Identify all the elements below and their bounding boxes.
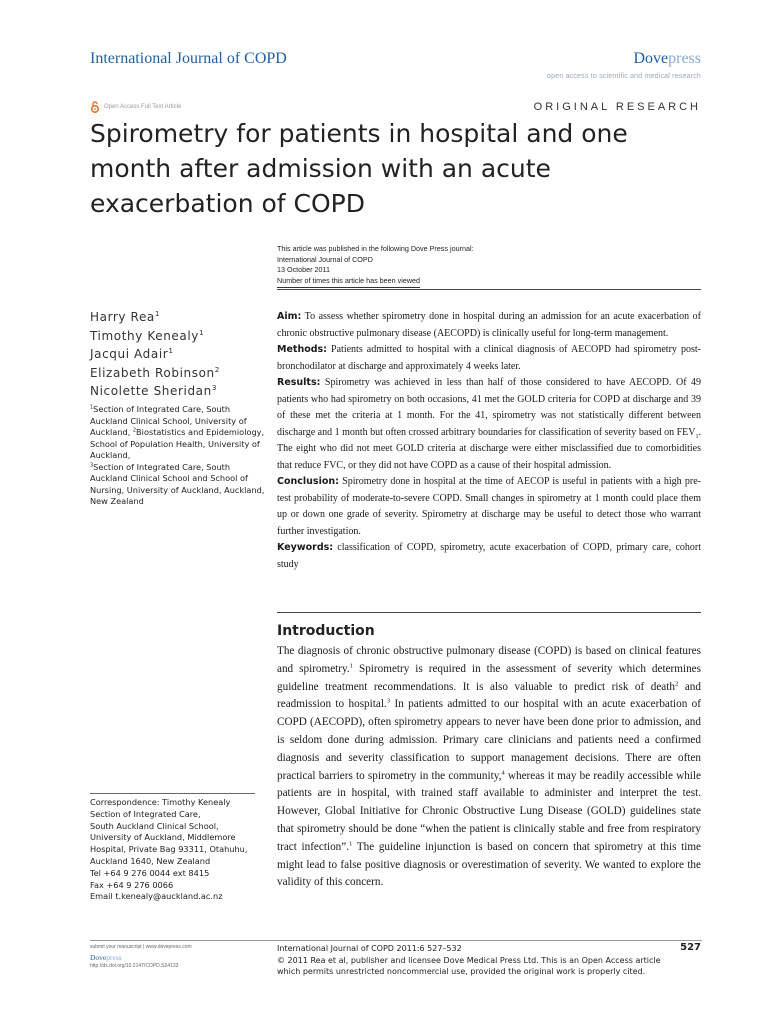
divider bbox=[277, 289, 701, 290]
publisher-tagline: open access to scientific and medical research bbox=[547, 73, 701, 80]
abstract-results: Results: Spirometry was achieved in less than half of those considered to have AECOPD. Of 49 patients who had spirometry on both occasions, 41 met the GOLD criteria for COPD at discharge and 39 of these met the criteria at 1 month. For the 41, spirometry was not statistically different between discharge and 1 month but often crossed arbitrary boundaries for classification of severity based on $FEV_1$. The eight who did not meet GOLD criteria at discharge were either misclassified due to comorbidities that reduce FVC, or they did not have COPD as a cause of their hospital admission. bbox=[277, 377, 701, 471]
submit-link[interactable]: submit your manuscript | www.dovepress.com bbox=[90, 944, 192, 950]
correspondence-line: Section of Integrated Care, bbox=[90, 808, 201, 819]
abstract-conclusion: Conclusion: Spirometry done in hospital at the time of AECOP is useful in patients with a high pre-test probability of moderate-to-severe COPD. Small changes in spirometry at 1 month could place them up or down one grade of severity. Spirometry at discharge may be useful to detect those who warrant further investigation. bbox=[277, 476, 701, 537]
correspondence bbox=[90, 797, 270, 903]
correspondence-email[interactable]: Email t.kenealy@auckland.ac.nz bbox=[90, 891, 223, 902]
correspondence-line: Hospital, Private Bag 93311, Otahuhu, bbox=[90, 844, 248, 855]
affiliations: $^1$Section of Integrated Care, South Auckland Clinical School, University of Auckland, $^2$Biostatistics and Epidemiology, School of Population Health, University of Auckland, $^3$Section of Integrated Care, South Auckland Clinical School and School of Nursing, University of Auckland, Auckland, New Zealand bbox=[90, 404, 265, 506]
open-access-badge bbox=[90, 101, 181, 113]
views-link[interactable]: Number of times this article has been viewed bbox=[277, 276, 420, 289]
section-label: ORIGINAL RESEARCH bbox=[533, 101, 701, 113]
abstract-methods: Methods: Patients admitted to hospital with a clinical diagnosis of AECOPD had spirometry post-bronchodilator at discharge and approximately 4 weeks later. bbox=[277, 344, 701, 372]
page-number: 527 bbox=[680, 942, 701, 953]
author: Jacqui Adair$^1$ bbox=[90, 346, 174, 361]
divider bbox=[90, 940, 702, 941]
doi-link[interactable]: http://dx.doi.org/10.2147/COPD.S24133 bbox=[90, 963, 179, 969]
divider bbox=[277, 612, 701, 613]
author: Elizabeth Robinson$^2$ bbox=[90, 364, 220, 380]
pubinfo-date: 13 October 2011 bbox=[277, 265, 331, 274]
author: Harry Rea$^1$ bbox=[90, 309, 161, 324]
copyright: © 2011 Rea et al, publisher and licensee Dove Medical Press Ltd. This is an Open Access article which permits unrestricted noncommercial use, provided the original work is properly cited. bbox=[277, 955, 661, 977]
journal-name: International Journal of COPD bbox=[90, 50, 287, 67]
abstract-aim: Aim: To assess whether spirometry done in hospital during an admission for an acute exacerbation of chronic obstructive pulmonary disease (AECOPD) is clinically useful for long-term management. bbox=[277, 311, 701, 339]
footer-citation bbox=[277, 943, 667, 978]
open-access-lock-icon bbox=[90, 101, 100, 113]
correspondence-line: Correspondence: Timothy Kenealy bbox=[90, 797, 231, 807]
correspondence-line: University of Auckland, Middlemore bbox=[90, 832, 236, 843]
author: Nicolette Sheridan$^3$ bbox=[90, 383, 218, 398]
publication-info bbox=[277, 244, 701, 288]
divider bbox=[90, 793, 255, 794]
citation: International Journal of COPD 2011:6 527–532 bbox=[277, 944, 462, 953]
correspondence-line: Auckland 1640, New Zealand bbox=[90, 855, 211, 866]
author-list bbox=[90, 308, 220, 401]
pubinfo-journal: International Journal of COPD bbox=[277, 254, 373, 264]
section-heading: Introduction bbox=[277, 623, 375, 639]
correspondence-line: Fax +64 9 276 0066 bbox=[90, 879, 174, 890]
author: Timothy Kenealy$^1$ bbox=[90, 327, 205, 343]
pubinfo-line: This article was published in the following Dove Press journal: bbox=[277, 244, 474, 253]
introduction-body: The diagnosis of chronic obstructive pulmonary disease (COPD) is based on clinical features and spirometry.$^1$ Spirometry is required in the assessment of severity which determines guideline treatment recommendations. It is also valuable to predict risk of death$^2$ and readmission to hospital.$^3$ In patients admitted to our hospital with an acute exacerbation of COPD (AECOPD), often spirometry appears to never have been done prior to admission, and is seldom done during admission. Primary care clinicians and patients need a confirmed diagnosis and severity classification to support management decisions. There are often practical barriers to spirometry in the community,$^4$ whereas it may be readily accessible while patients are in hospital, with trained staff available to administer and interpret the test. However, Global Initiative for Chronic Obstructive Lung Disease (GOLD) guidelines state that spirometry should be done “when the patient is clinically stable and free from respiratory tract infection”.$^1$ The guideline injunction is based on concern that spirometry at this time might lead to false positive diagnosis or overestimation of severity. We wanted to explore the validity of this concern. bbox=[277, 645, 701, 889]
correspondence-line: Tel +64 9 276 0044 ext 8415 bbox=[90, 867, 210, 878]
publisher-logo: Dovepress bbox=[633, 50, 701, 67]
abstract bbox=[277, 309, 701, 573]
footer-logo: Dovepress bbox=[90, 952, 122, 962]
open-access-label: Open Access Full Text Article bbox=[104, 104, 182, 110]
footer-left bbox=[90, 943, 192, 972]
abstract-keywords: Keywords: classification of COPD, spirometry, acute exacerbation of COPD, primary care, cohort study bbox=[277, 542, 701, 570]
article-title: Spirometry for patients in hospital and one month after admission with an acute exacerbation of COPD bbox=[90, 119, 628, 218]
correspondence-line: South Auckland Clinical School, bbox=[90, 820, 219, 831]
